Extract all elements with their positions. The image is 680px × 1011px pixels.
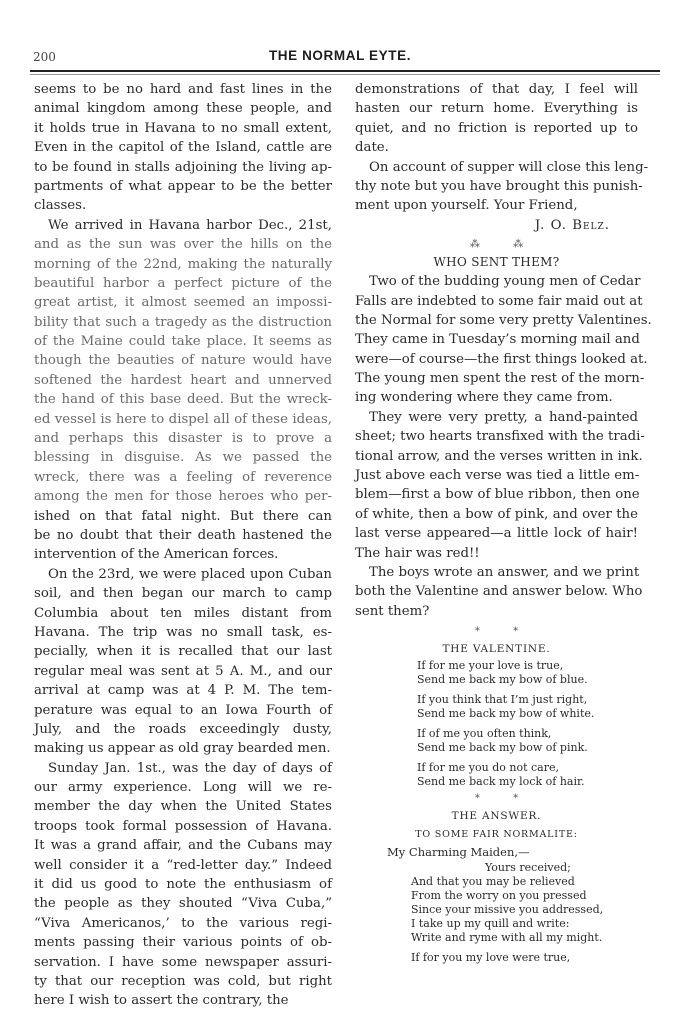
text-line: were—of course—the first things looked at. — [355, 351, 648, 367]
text-line: morning of the 22nd, making the naturally — [34, 256, 332, 272]
text-line: among the men for those heroes who per- — [34, 489, 332, 505]
article-body — [355, 272, 652, 621]
stanza — [417, 727, 638, 755]
text-line: to be found in stalls adjoining the living ap- — [34, 159, 332, 175]
text-line: We arrived in Havana harbor Dec., 21st, — [48, 217, 332, 233]
stanza — [411, 951, 638, 965]
answer-received: Yours received; — [485, 861, 571, 875]
text-line: blessing in disguise. As we passed the — [34, 450, 332, 466]
header-rule-thin — [30, 74, 660, 75]
paragraph — [355, 408, 645, 563]
article-title: WHO SENT THEM? — [433, 255, 560, 270]
paragraph — [355, 80, 638, 158]
text-line: The hair was red!! — [355, 545, 480, 561]
text-line: sent them? — [355, 603, 430, 619]
text-line: quiet, and no friction is reported up to — [355, 120, 638, 136]
text-line: here I wish to assert the contrary, the — [34, 993, 289, 1009]
text-line: it holds true in Havana to no small extent, — [34, 120, 332, 136]
stanza — [417, 659, 638, 687]
text-line: and perhaps this disaster is to prove a — [34, 431, 332, 447]
letter-continuation — [355, 80, 649, 216]
poem-line: I take up my quill and write: — [411, 917, 570, 931]
text-line: the Normal for some very pretty Valentines. — [355, 312, 652, 328]
text-line: Columbia about ten miles distant from — [34, 605, 332, 621]
stanza — [417, 761, 638, 789]
text-line: great artist, it almost seemed an impossi- — [34, 295, 332, 311]
text-line: demonstrations of that day, I feel will — [355, 82, 638, 97]
text-line: arrival at camp was at 4 P. M. The tem- — [34, 683, 332, 699]
text-line: ing wondering where they came from. — [355, 390, 613, 406]
text-line: animal kingdom among these people, and — [34, 101, 332, 117]
text-line: They came in Tuesday’s morning mail and — [355, 332, 640, 348]
valentine-poem — [355, 659, 638, 789]
text-line: tional arrow, and the verses written in ink. — [355, 448, 643, 464]
text-line: ished on that fatal night. But there can — [34, 508, 332, 524]
text-line: partments of what appear to be the better — [34, 178, 332, 194]
answer-title: THE ANSWER. — [451, 810, 542, 823]
poem-line: Send me back my lock of hair. — [417, 775, 585, 789]
text-line: Even in the capitol of the Island, cattle are — [34, 140, 332, 156]
running-title: THE NORMAL EYTE. — [268, 48, 412, 63]
text-line: ty that our reception was cold, but right — [34, 973, 332, 989]
text-line: The young men spent the rest of the morn- — [355, 371, 645, 387]
text-line: bility that such a tragedy as the distruction — [34, 314, 332, 330]
text-line: servation. I have some newspaper assuri- — [34, 954, 332, 970]
stanza — [411, 875, 638, 945]
text-line: July, and the roads exceedingly dusty, — [34, 721, 332, 737]
text-line: ments passing their various points of ob- — [34, 935, 332, 951]
answer-poem — [355, 875, 638, 965]
paragraph — [355, 158, 649, 216]
signature: J. O. Belz. — [534, 217, 610, 233]
section-separator: * * — [474, 626, 519, 638]
answer-salutation: My Charming Maiden,— — [387, 845, 530, 860]
text-line: They were very pretty, a hand-painted — [369, 409, 638, 425]
text-line: blem—first a bow of blue ribbon, then one — [355, 487, 640, 503]
text-line: of white, then a bow of pink, and over the — [355, 506, 638, 522]
poem-line: From the worry on you pressed — [411, 889, 587, 903]
text-line: well consider it a “red-letter day.” Indeed — [34, 857, 332, 873]
text-line: Just above each verse was tied a little em- — [355, 468, 640, 484]
poem-line: If for you my love were true, — [411, 951, 571, 965]
text-line: of the Maine could take place. It seems as — [34, 334, 332, 350]
poem-line: Write and ryme with all my might. — [411, 931, 603, 945]
text-line: It was a grand affair, and the Cubans may — [34, 838, 332, 854]
text-line: intervention of the American forces. — [34, 547, 279, 563]
page-number: 200 — [33, 50, 56, 64]
text-line: softened the hardest heart and unnerved — [34, 372, 332, 388]
paragraph — [34, 565, 332, 759]
text-line: classes. — [34, 198, 87, 214]
text-line: member the day when the United States — [34, 799, 332, 815]
text-line: wreck, there was a feeling of reverence — [34, 469, 332, 485]
text-line: last verse appeared—a little lock of hair! — [355, 526, 638, 542]
text-line: pecially, when it is recalled that our last — [34, 644, 332, 660]
text-line: though the beauties of nature would have — [34, 353, 332, 369]
poem-line: If for me you do not care, — [417, 761, 559, 775]
text-line: Sunday Jan. 1st., was the day of days of — [48, 760, 332, 776]
text-line: perature was equal to an Iowa Fourth of — [34, 702, 332, 718]
text-line: making us appear as old gray bearded men. — [34, 741, 331, 757]
text-line: troops took formal possession of Havana. — [34, 818, 332, 834]
left-column — [34, 80, 332, 1011]
paragraph — [34, 80, 332, 216]
text-line: Havana. The trip was no small task, es- — [34, 624, 332, 640]
text-line: ed vessel is here to dispel all of these ideas, — [34, 411, 332, 427]
stanza — [417, 693, 638, 721]
text-line: and as the sun was over the hills on the — [34, 237, 332, 253]
text-line: ment upon yourself. Your Friend, — [355, 198, 578, 214]
text-line: regular meal was sent at 5 A. M., and our — [34, 663, 332, 679]
poem-line: Send me back my bow of white. — [417, 707, 595, 721]
text-line: hasten our return home. Everything is — [355, 101, 638, 117]
text-line: Falls are indebted to some fair maid out at — [355, 293, 643, 309]
text-line: “Viva Americanos,’ to the various regi- — [34, 915, 332, 931]
right-column — [355, 80, 652, 971]
text-line: it did us good to note the enthusiasm of — [34, 877, 332, 893]
poem-line: If you think that I’m just right, — [417, 693, 588, 707]
poem-line: Since your missive you addressed, — [411, 903, 604, 917]
paragraph — [355, 272, 652, 408]
text-line: the people as they shouted “Viva Cuba,” — [34, 896, 332, 912]
poem-line: If for me your love is true, — [417, 659, 564, 673]
poem-line: If of me you often think, — [417, 727, 552, 741]
text-line: On the 23rd, we were placed upon Cuban — [48, 566, 332, 582]
paragraph — [355, 563, 643, 621]
text-line: Two of the budding young men of Cedar — [369, 274, 641, 290]
section-separator: ⁂ ⁂ — [469, 239, 524, 251]
text-line: sheet; two hearts transfixed with the tradi- — [355, 429, 645, 445]
section-separator: * * — [474, 793, 519, 805]
text-line: soil, and then began our march to camp — [34, 586, 332, 602]
text-line: be no doubt that their death hastened the — [34, 527, 332, 543]
text-line: The boys wrote an answer, and we print — [369, 564, 640, 580]
text-line: seems to be no hard and fast lines in the — [34, 82, 332, 97]
text-line: date. — [355, 140, 389, 156]
text-line: the hand of this base deed. But the wreck- — [34, 392, 332, 408]
text-line: On account of supper will close this leng- — [369, 159, 649, 175]
text-line: thy note but you have brought this punish- — [355, 178, 643, 194]
paragraph — [34, 759, 332, 1011]
poem-line: Send me back my bow of pink. — [417, 741, 588, 755]
valentine-title: THE VALENTINE. — [442, 643, 551, 656]
poem-line: And that you may be relieved — [411, 875, 575, 889]
text-line: our army experience. Long will we re- — [34, 780, 332, 796]
paragraph — [34, 216, 332, 565]
answer-dedication: TO SOME FAIR NORMALITE: — [415, 829, 578, 841]
text-line: both the Valentine and answer below. Who — [355, 584, 643, 600]
poem-line: Send me back my bow of blue. — [417, 673, 588, 687]
text-line: beautiful harbor a perfect picture of the — [34, 275, 332, 291]
header-rule — [30, 70, 660, 72]
